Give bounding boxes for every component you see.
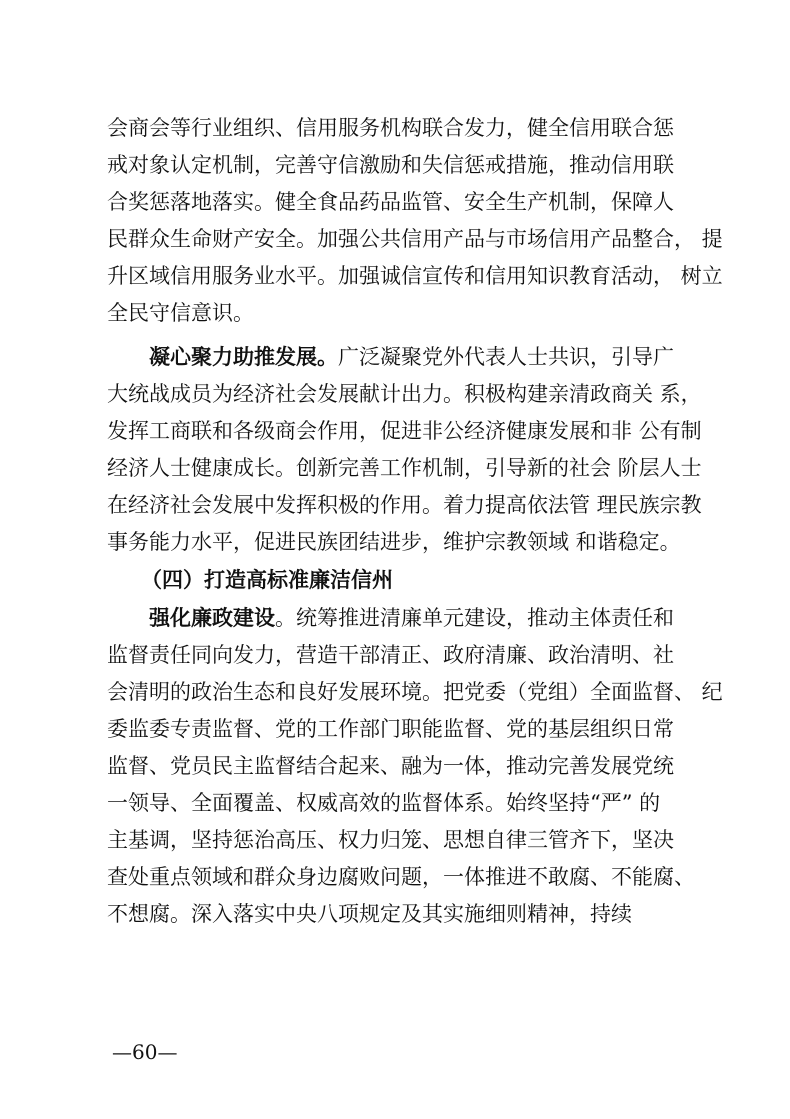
paragraph-1-line-1: 会商会等行业组织、信用服务机构联合发力，健全信用联合惩	[107, 116, 674, 140]
paragraph-1-line-4: 民群众生命财产安全。加强公共信用产品与市场信用产品整合， 提	[107, 227, 723, 251]
paragraph-1-line-6: 全民守信意识。	[107, 301, 254, 325]
paragraph-3-line-9: 不想腐。深入落实中央八项规定及其实施细则精神，持续	[107, 902, 632, 926]
paragraph-3-line-6: 一领导、全面覆盖、权威高效的监督体系。始终坚持“严” 的	[107, 791, 661, 815]
paragraph-3-line-1	[149, 605, 674, 631]
paragraph-1-line-2: 戒对象认定机制，完善守信激励和失信惩戒措施，推动信用联	[107, 153, 674, 177]
paragraph-1-line-5: 升区域信用服务业水平。加强诚信宣传和信用知识教育活动， 树立	[107, 264, 723, 288]
paragraph-3-line-1-rest: 。统筹推进清廉单元建设，推动主体责任和	[275, 606, 674, 630]
paragraph-3-lead: 强化廉政建设	[149, 606, 275, 630]
paragraph-3-line-5: 监督、党员民主监督结合起来、融为一体，推动完善发展党统	[107, 754, 674, 778]
paragraph-2-line-4: 经济人士健康成长。创新完善工作机制，引导新的社会 阶层人士	[107, 456, 702, 480]
paragraph-2-line-6: 事务能力水平，促进民族团结进步，维护宗教领域 和谐稳定。	[107, 530, 681, 554]
paragraph-2-line-5: 在经济社会发展中发挥积极的作用。着力提高依法管 理民族宗教	[107, 493, 702, 517]
paragraph-2-lead: 凝心聚力助推发展。	[149, 345, 338, 369]
page-number: —60—	[112, 1040, 178, 1064]
paragraph-3-line-3: 会清明的政治生态和良好发展环境。把党委（党组）全面监督、 纪	[107, 680, 723, 704]
section-heading: （四）打造高标准廉洁信州	[141, 568, 393, 592]
paragraph-3-line-4: 委监委专责监督、党的工作部门职能监督、党的基层组织日常	[107, 717, 674, 741]
paragraph-2-line-1-rest: 广泛凝聚党外代表人士共识，引导广	[338, 345, 674, 369]
paragraph-1-line-3: 合奖惩落地落实。健全食品药品监管、安全生产机制，保障人	[107, 190, 674, 214]
paragraph-3-line-8: 查处重点领域和群众身边腐败问题，一体推进不敢腐、不能腐、	[107, 865, 695, 889]
paragraph-2-line-1	[149, 344, 674, 370]
paragraph-2-line-2: 大统战成员为经济社会发展献计出力。积极构建亲清政商关 系，	[107, 382, 702, 406]
paragraph-3-line-2: 监督责任同向发力，营造干部清正、政府清廉、政治清明、社	[107, 643, 674, 667]
paragraph-3-line-7: 主基调，坚持惩治高压、权力归笼、思想自律三管齐下，坚决	[107, 828, 674, 852]
paragraph-2-line-3: 发挥工商联和各级商会作用，促进非公经济健康发展和非 公有制	[107, 419, 702, 443]
